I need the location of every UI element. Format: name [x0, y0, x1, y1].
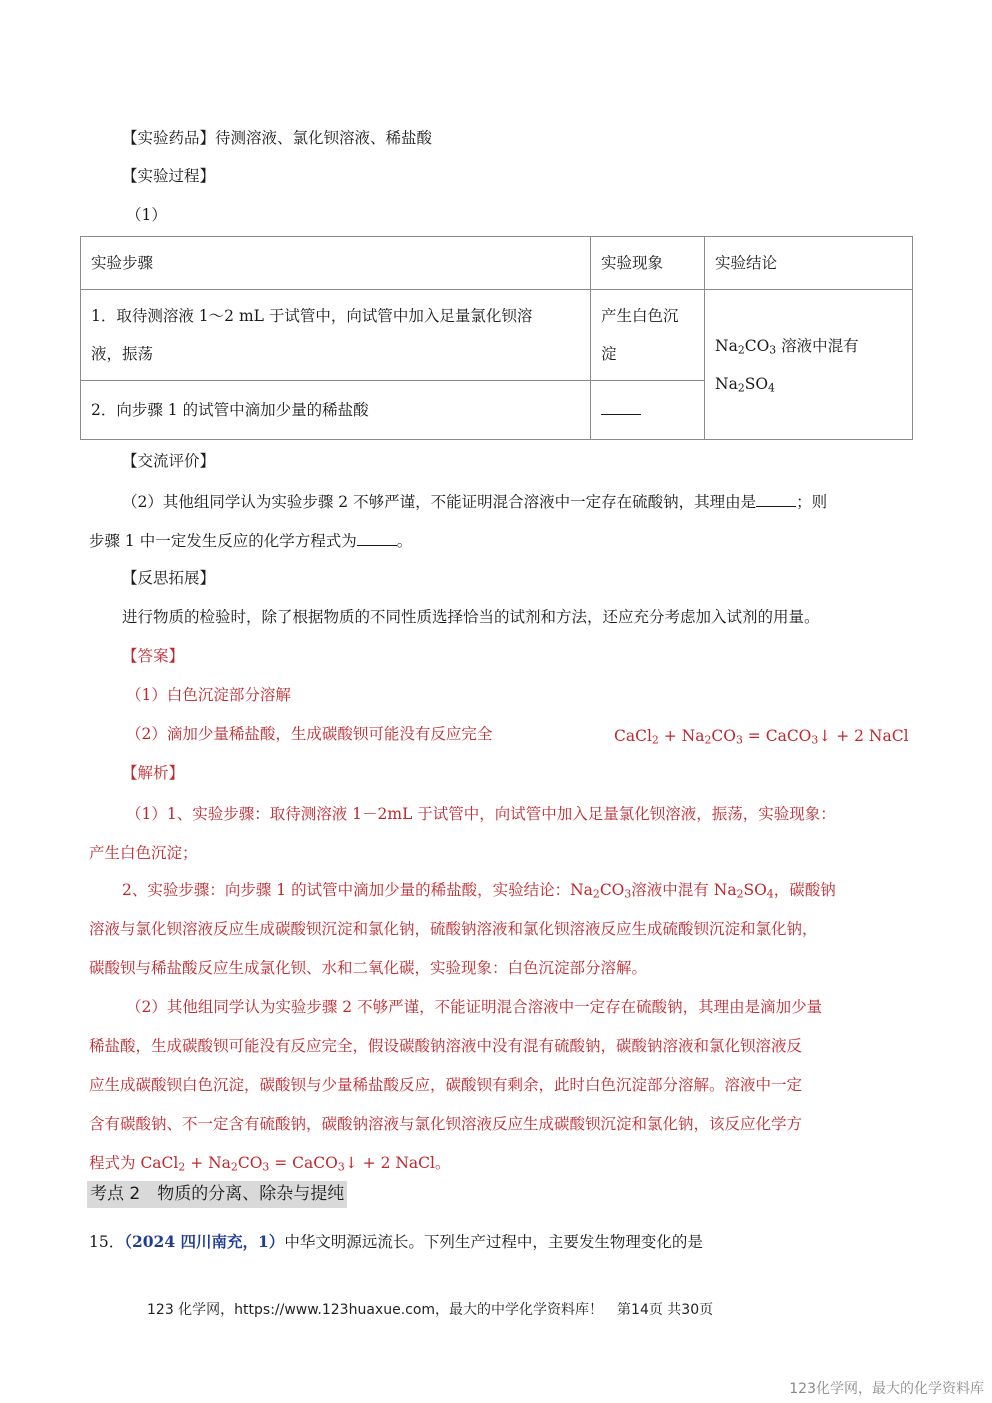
table-header-row: [81, 237, 913, 290]
analysis-p2-line1: 2、实验步骤：向步骤 1 的试管中滴加少量的稀盐酸，实验结论：$Na_2CO_3$溶液中混有 $Na_2SO_4$，碳酸钠: [122, 881, 836, 901]
analysis-p2-line2: 溶液与氯化钡溶液反应生成碳酸钡沉淀和氯化钠，硫酸钠溶液和氯化钡溶液反应生成硫酸钡沉淀和氯化钠，: [89, 920, 818, 938]
phenomenon-1-line1: 产生白色沉: [601, 307, 679, 325]
discussion-label: 【交流评价】: [122, 452, 216, 470]
answer-2: （2）滴加少量稀盐酸，生成碳酸钡可能没有反应完全: [126, 725, 493, 743]
question-source: （2024 四川南充，1）: [124, 1232, 285, 1251]
question-15: [89, 1232, 703, 1252]
discussion-q2-line2: 步骤 1 中一定发生反应的化学方程式为 。: [89, 529, 412, 551]
header-step: 实验步骤: [81, 237, 591, 290]
experiment-table: [80, 236, 913, 440]
question-text: 中华文明源远流长。下列生产过程中，主要发生物理变化的是: [284, 1233, 703, 1251]
answer-1: （1）白色沉淀部分溶解: [126, 686, 291, 704]
answer-blank[interactable]: [357, 529, 397, 546]
analysis-p2-line3: 碳酸钡与稀盐酸反应生成氯化钡、水和二氧化碳，实验现象：白色沉淀部分溶解。: [89, 959, 648, 977]
conclusion-cell: [705, 290, 913, 440]
header-conclusion: 实验结论: [705, 237, 913, 290]
reflection-text: 进行物质的检验时，除了根据物质的不同性质选择恰当的试剂和方法，还应充分考虑加入试剂的用量。: [122, 608, 820, 626]
analysis-p3-line4: 含有碳酸钠、不一定含有硫酸钠，碳酸钠溶液与氯化钡溶液反应生成碳酸钡沉淀和氯化钠，该反应化学方: [89, 1115, 803, 1133]
process-label: 【实验过程】: [122, 167, 216, 185]
phenomenon-2-cell: [591, 381, 705, 440]
analysis-p1-line1: （1）1、实验步骤：取待测溶液 1－2mL 于试管中，向试管中加入足量氯化钡溶液，振荡，实验现象：: [126, 805, 836, 823]
conclusion-line2: $Na_2SO_4$: [715, 374, 775, 395]
analysis-label: 【解析】: [122, 764, 185, 782]
analysis-p3-line3: 应生成碳酸钡白色沉淀，碳酸钡与少量稀盐酸反应，碳酸钡有剩余，此时白色沉淀部分溶解。溶液中一定: [89, 1076, 803, 1094]
materials-label: 【实验药品】: [122, 129, 216, 147]
phenomenon-1-line2: 淀: [601, 345, 617, 363]
analysis-p1-line2: 产生白色沉淀；: [89, 844, 198, 862]
step-1-line2: 液，振荡: [91, 345, 154, 363]
analysis-p3-line5: 程式为 CaCl$_2$ + $Na_2CO_3$ = CaCO$_3$↓ + 2 NaCl。: [89, 1154, 451, 1174]
answer-blank[interactable]: [601, 398, 641, 415]
discussion-q2-line1: （2）其他组同学认为实验步骤 2 不够严谨，不能证明混合溶液中一定存在硫酸钠，其理由是 ；则: [122, 490, 827, 512]
materials-value: 待测溶液、氯化钡溶液、稀盐酸: [215, 129, 433, 147]
step-2-cell: 2．向步骤 1 的试管中滴加少量的稀盐酸: [81, 381, 591, 440]
answer-equation: CaCl$_2$ + $Na_2CO_3$ = CaCO$_3$↓ + 2 NaCl: [614, 727, 909, 747]
analysis-p3-line1: （2）其他组同学认为实验步骤 2 不够严谨，不能证明混合溶液中一定存在硫酸钠，其理由是滴加少量: [126, 998, 823, 1016]
watermark: 123化学网，最大的化学资料库: [789, 1381, 984, 1397]
conclusion-line1: $Na_2CO_3$ 溶液中混有: [715, 336, 859, 357]
part1-label: （1）: [126, 206, 167, 224]
materials-line: [122, 128, 432, 148]
phenomenon-1-cell: [591, 290, 705, 381]
step-1-line1: 1．取待测溶液 1～2 mL 于试管中，向试管中加入足量氯化钡溶: [91, 307, 533, 325]
table-row: [81, 290, 913, 381]
question-number: 15．: [89, 1233, 125, 1251]
answer-label: 【答案】: [122, 647, 185, 665]
page-footer: 123 化学网，https://www.123huaxue.com，最大的中学化学资料库！ 第14页 共30页: [147, 1302, 714, 1318]
reflection-label: 【反思拓展】: [122, 569, 216, 587]
analysis-p3-line2: 稀盐酸，生成碳酸钡可能没有反应完全，假设碳酸钠溶液中没有混有硫酸钠，碳酸钠溶液和氯化钡溶液反: [89, 1037, 803, 1055]
answer-blank[interactable]: [756, 490, 796, 507]
step-1-cell: [81, 290, 591, 381]
section-title: 考点 2 物质的分离、除杂与提纯: [87, 1181, 347, 1208]
header-phenomenon: 实验现象: [591, 237, 705, 290]
